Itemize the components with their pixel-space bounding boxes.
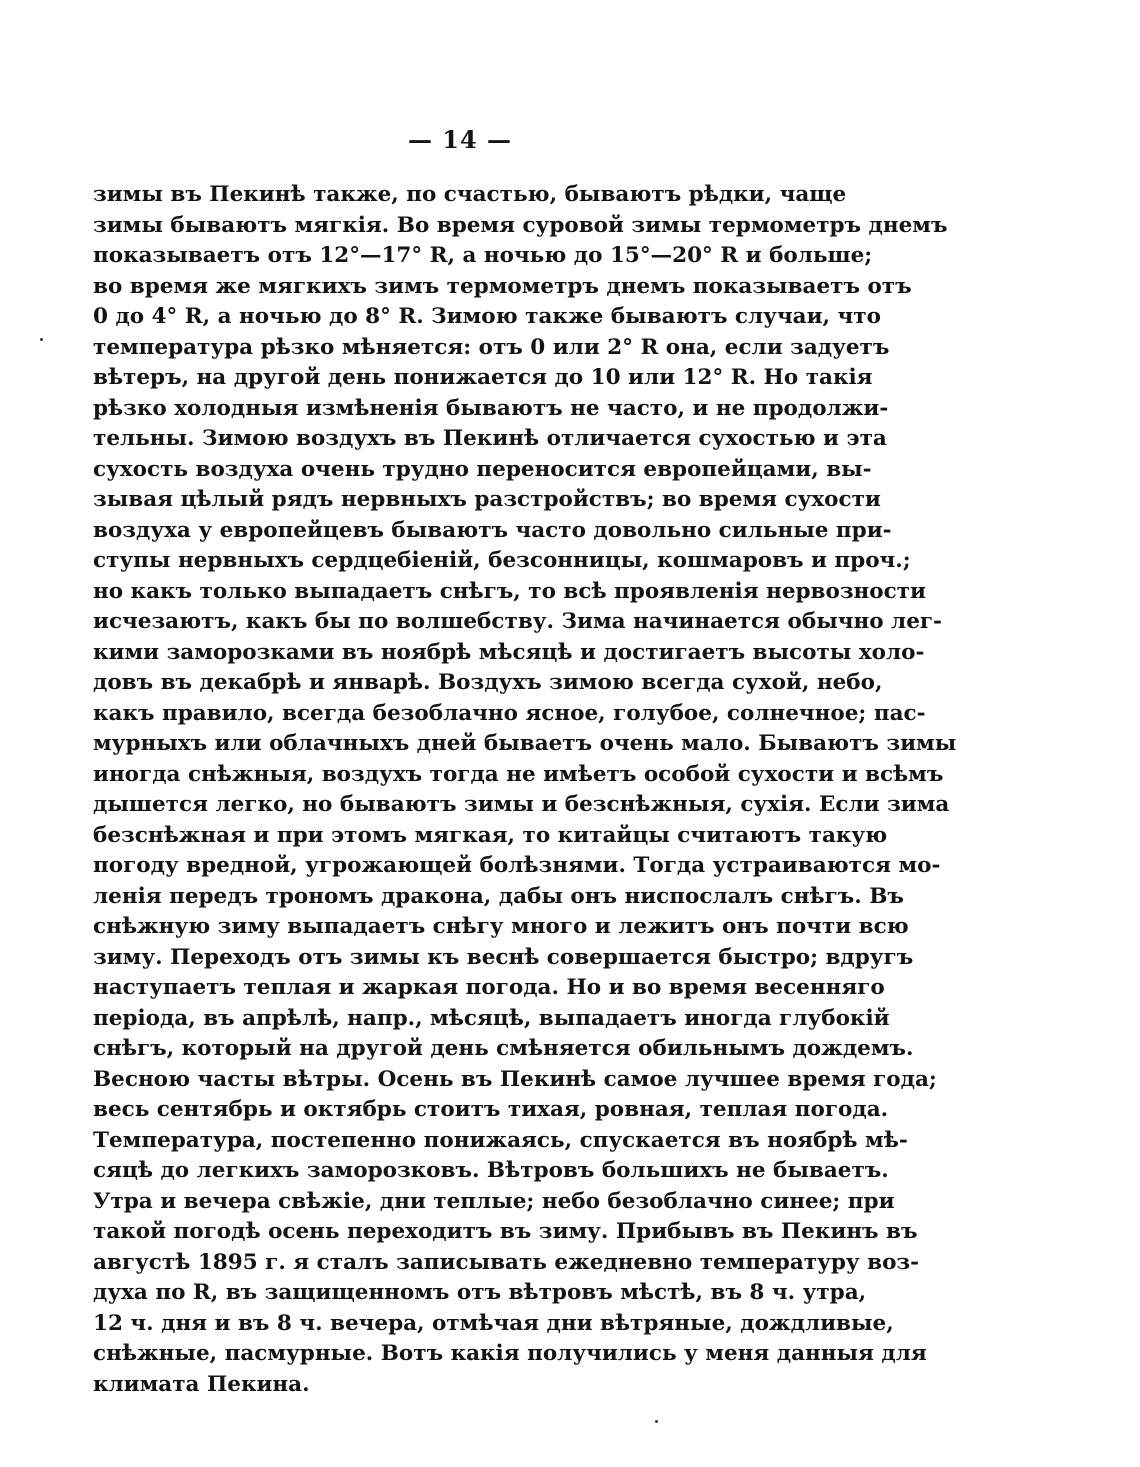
text-line: такой погодѣ осень переходитъ въ зиму. Прибывъ въ Пекинъ въ [93,1219,918,1244]
text-line: довъ въ декабрѣ и январѣ. Воздухъ зимою всегда сухой, небо, [93,670,883,695]
text-line: погоду вредной, угрожающей болѣзнями. Тогда устраиваются мо- [93,853,941,878]
text-line: тельны. Зимою воздухъ въ Пекинѣ отличается сухостью и эта [93,426,887,451]
text-line: сухость воздуха очень трудно переносится европейцами, вы- [93,456,872,482]
body-text [93,180,957,1400]
text-line: ступы нервныхъ сердцебіеній, безсонницы, кошмаровъ и проч.; [93,548,911,573]
text-line: зимы въ Пекинѣ также, по счастью, бываютъ рѣдки, чаще [93,182,847,207]
text-line: иногда снѣжныя, воздухъ тогда не имѣетъ особой сухости и всѣмъ [93,761,944,787]
text-line: весь сентябрь и октябрь стоитъ тихая, ровная, теплая погода. [93,1097,889,1122]
text-line: дышется легко, но бываютъ зимы и безснѣжныя, сухія. Если зима [93,792,950,817]
text-line: воздуха у европейцевъ бываютъ часто довольно сильные при- [93,517,892,543]
text-line: вѣтеръ, на другой день понижается до 10 или 12° R. Но такія [93,365,873,390]
text-line: температура рѣзко мѣняется: отъ 0 или 2° R она, если задуетъ [93,334,890,360]
page-number: — 14 — [407,125,513,154]
text-line: показываетъ отъ 12°—17° R, а ночью до 15°—20° R и больше; [93,243,873,268]
text-line: но какъ только выпадаетъ снѣгъ, то всѣ проявленія нервозности [93,578,926,604]
text-line: снѣжные, пасмурные. Вотъ какія получились у меня данныя для [93,1341,927,1366]
text-line: 12 ч. дня и въ 8 ч. вечера, отмѣчая дни вѣтряные, дождливые, [93,1310,894,1336]
text-line: зывая цѣлый рядъ нервныхъ разстройствъ; во время сухости [93,487,881,512]
text-line: ленія передъ трономъ дракона, дабы онъ ниспослалъ снѣгъ. Въ [93,883,904,909]
text-line: августѣ 1895 г. я сталъ записывать ежедневно температуру воз- [93,1249,920,1275]
text-line: во время же мягкихъ зимъ термометръ днемъ показываетъ отъ [93,273,912,299]
text-line: періода, въ апрѣлѣ, напр., мѣсяцѣ, выпадаетъ иногда глубокій [93,1005,890,1031]
text-line: духа по R, въ защищенномъ отъ вѣтровъ мѣстѣ, въ 8 ч. утра, [93,1280,867,1305]
text-line: зимы бываютъ мягкія. Во время суровой зимы термометръ днемъ [93,212,948,238]
text-line: исчезаютъ, какъ бы по волшебству. Зима начинается обычно лег- [93,609,942,634]
text-line: мурныхъ или облачныхъ дней бываетъ очень мало. Бываютъ зимы [93,731,957,756]
text-line: климата Пекина. [93,1371,310,1397]
text-line: Утра и вечера свѣжіе, дни теплые; небо безоблачно синее; при [93,1188,895,1214]
text-line: безснѣжная и при этомъ мягкая, то китайцы считаютъ такую [93,822,888,848]
text-line: Весною часты вѣтры. Осень въ Пекинѣ самое лучшее время года; [93,1066,937,1092]
text-line: Температура, постепенно понижаясь, спускается въ ноябрѣ мѣ- [93,1127,908,1153]
text-line: рѣзко холодныя измѣненія бываютъ не часто, и не продолжи- [93,395,889,421]
text-line: какъ правило, всегда безоблачно ясное, голубое, солнечное; пас- [93,700,926,726]
paper-speck [40,338,43,341]
text-line: кими заморозками въ ноябрѣ мѣсяцѣ и достигаетъ высоты холо- [93,639,925,665]
text-line: сяцѣ до легкихъ заморозковъ. Вѣтровъ большихъ не бываетъ. [93,1158,889,1183]
text-line: наступаетъ теплая и жаркая погода. Но и во время весенняго [93,975,885,1000]
text-line: снѣгъ, который на другой день смѣняется обильнымъ дождемъ. [93,1036,914,1061]
text-line: снѣжную зиму выпадаетъ снѣгу много и лежитъ онъ почти всю [93,914,909,939]
paper-speck [655,1420,658,1423]
text-line: 0 до 4° R, а ночью до 8° R. Зимою также бываютъ случаи, что [93,304,881,329]
text-line: зиму. Переходъ отъ зимы къ веснѣ совершается быстро; вдругъ [93,944,914,970]
